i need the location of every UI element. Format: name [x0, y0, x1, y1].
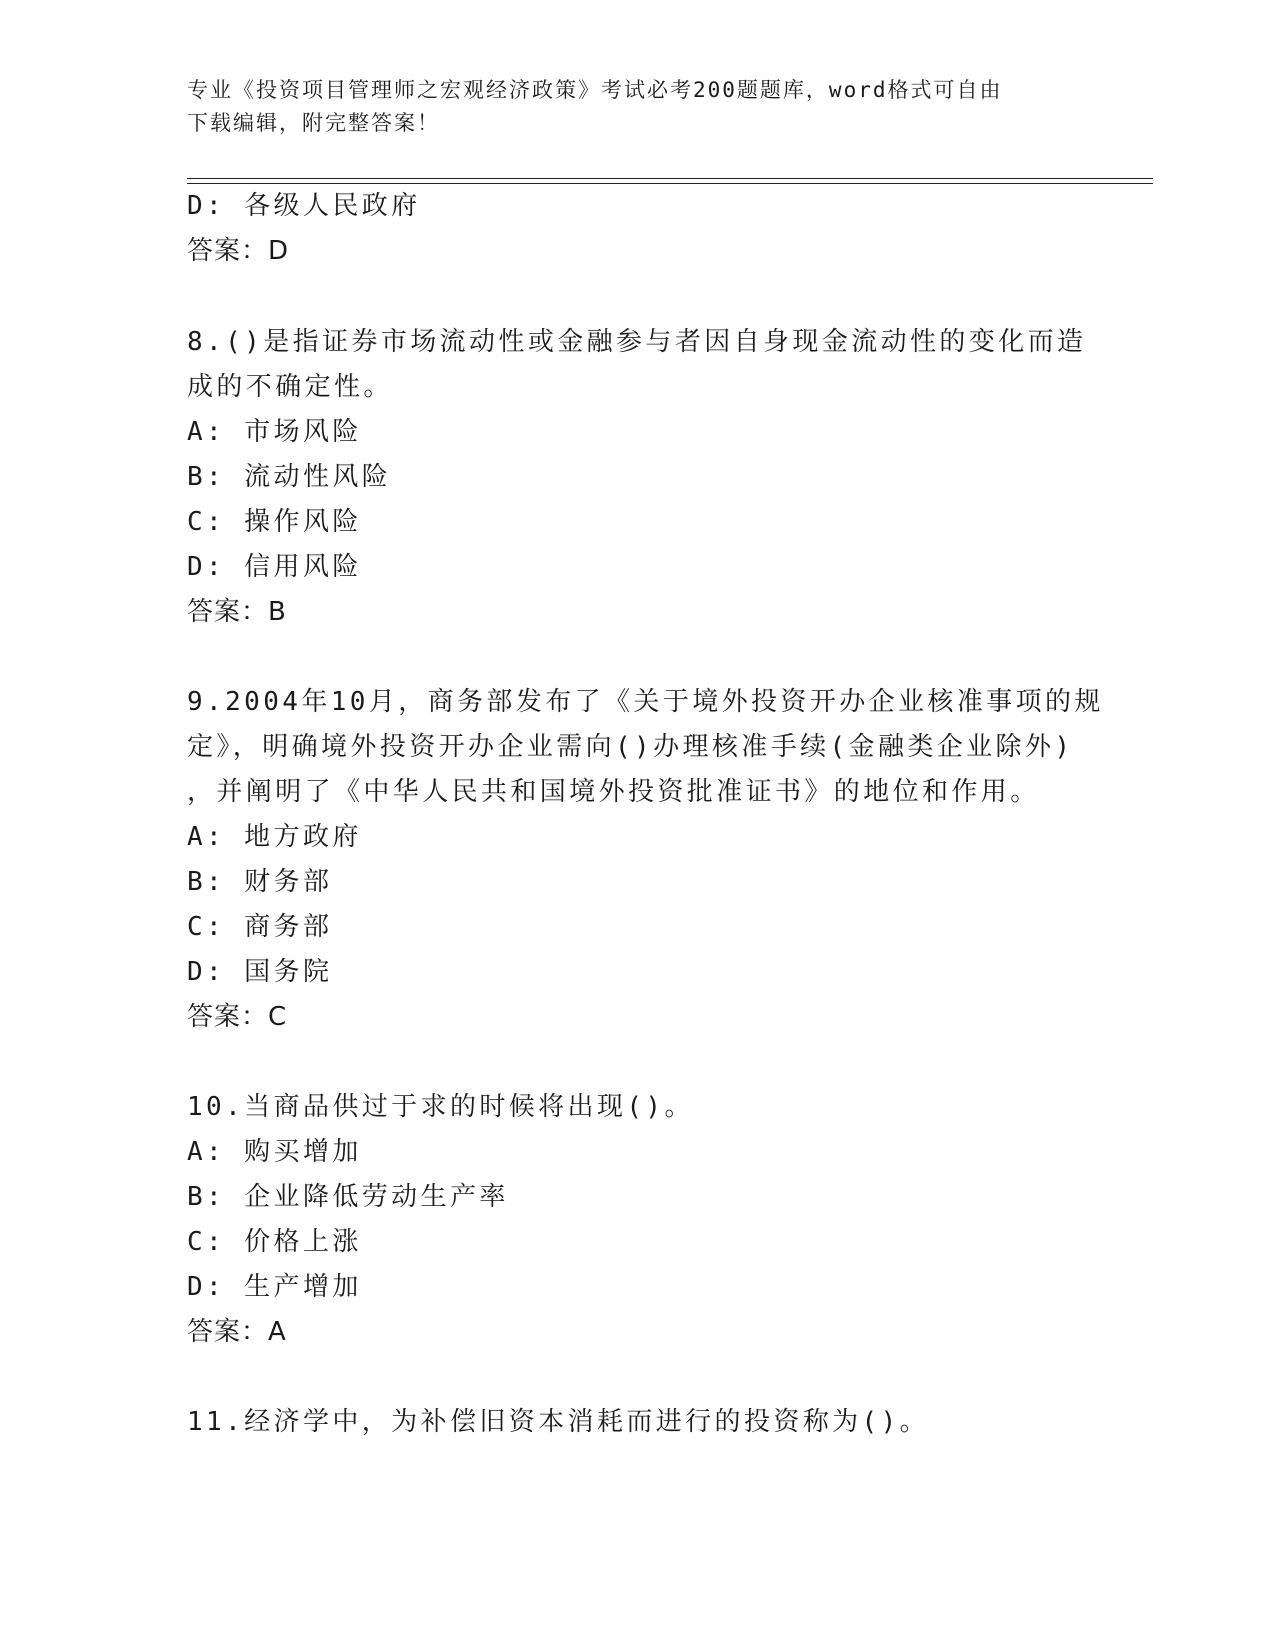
q9-option-d: D: 国务院	[187, 957, 333, 987]
q9-option-c: C: 商务部	[187, 912, 333, 942]
q10-stem-line-1: 10.当商品供过于求的时候将出现()。	[187, 1092, 694, 1122]
q9-stem-line-1: 9.2004年10月，商务部发布了《关于境外投资开办企业核准事项的规	[187, 687, 1104, 717]
header-line-2: 下载编辑，附完整答案！	[187, 111, 440, 135]
q11-stem-line-1: 11.经济学中，为补偿旧资本消耗而进行的投资称为()。	[187, 1407, 930, 1437]
header-line-1: 专业《投资项目管理师之宏观经济政策》考试必考200题题库，word格式可自由	[187, 78, 1003, 102]
q10-option-b: B: 企业降低劳动生产率	[187, 1182, 509, 1212]
q9-option-b: B: 财务部	[187, 867, 333, 897]
q8-stem-line-1: 8.()是指证券市场流动性或金融参与者因自身现金流动性的变化而造	[187, 327, 1087, 357]
header-divider-top	[187, 178, 1153, 179]
q10-option-d: D: 生产增加	[187, 1272, 362, 1302]
q10-option-c: C: 价格上涨	[187, 1227, 362, 1257]
q8-answer: 答案：B	[187, 597, 287, 627]
q8-option-a: A: 市场风险	[187, 417, 362, 447]
q8-option-c: C: 操作风险	[187, 507, 362, 537]
q10-answer: 答案：A	[187, 1317, 287, 1347]
header-divider-bottom	[187, 183, 1153, 184]
q9-stem-line-2: 定》，明确境外投资开办企业需向()办理核准手续(金融类企业除外)	[187, 732, 1074, 762]
document-header	[187, 74, 1087, 140]
q9-answer: 答案：C	[187, 1002, 288, 1032]
q8-option-d: D: 信用风险	[187, 552, 362, 582]
q8-stem-line-2: 成的不确定性。	[187, 372, 393, 402]
q10-option-a: A: 购买增加	[187, 1137, 362, 1167]
q8-option-b: B: 流动性风险	[187, 462, 392, 492]
q9-option-a: A: 地方政府	[187, 822, 362, 852]
q9-stem-line-3: ，并阐明了《中华人民共和国境外投资批准证书》的地位和作用。	[187, 777, 1040, 807]
q7-option-d: D: 各级人民政府	[187, 191, 421, 221]
q7-answer: 答案：D	[187, 236, 290, 266]
